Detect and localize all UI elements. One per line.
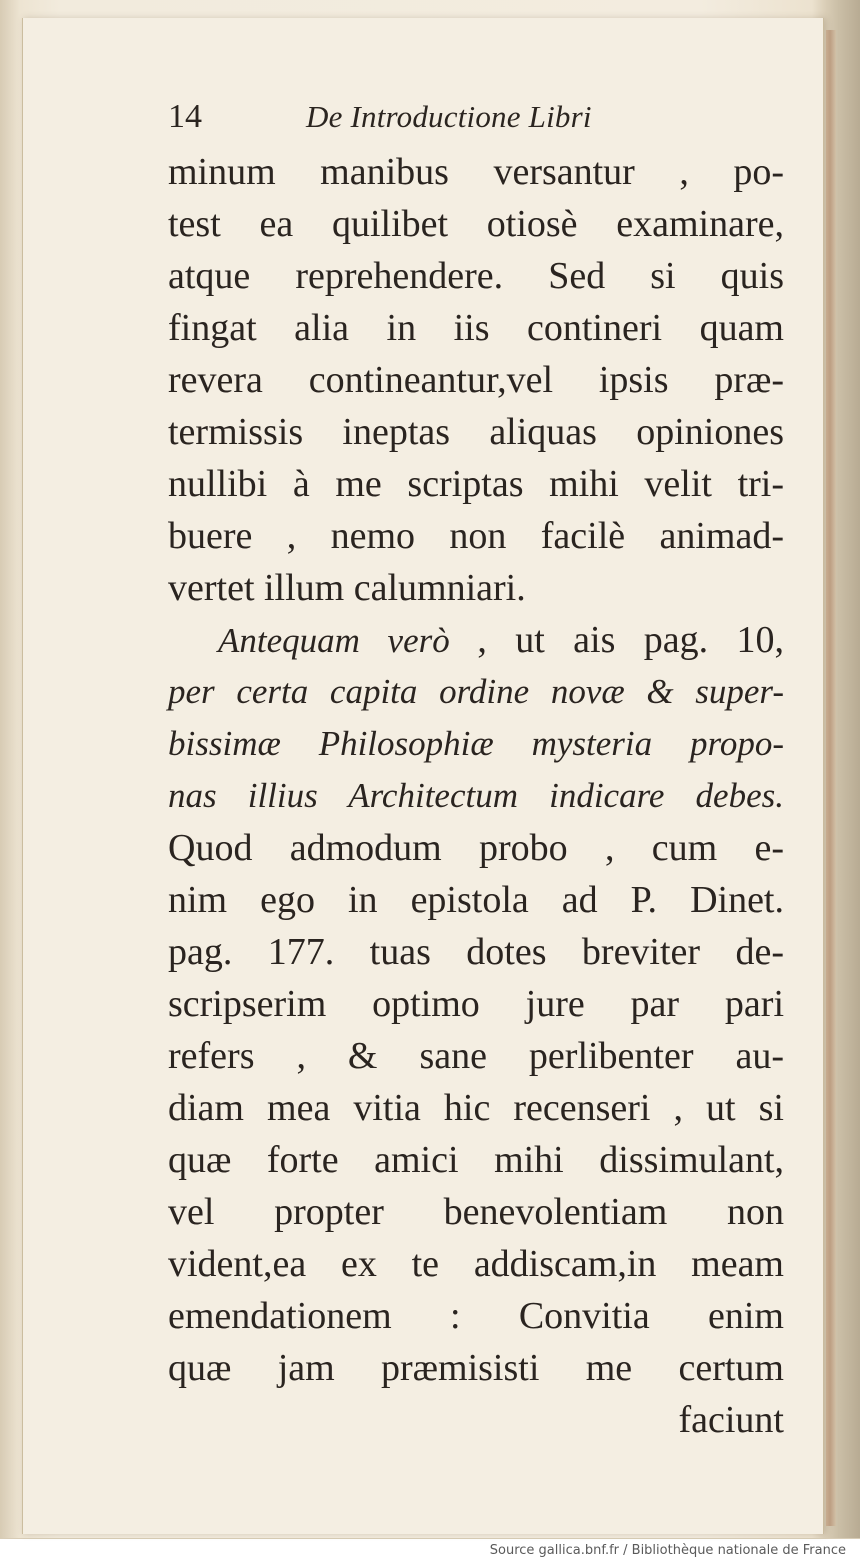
page-header bbox=[168, 94, 768, 140]
text-line: nas illius Architectum indicare debes. bbox=[168, 776, 784, 815]
text-line: bissimæ Philosophiæ mysteria propo- bbox=[168, 724, 784, 763]
text-line: nim ego in epistola ad P. Dinet. bbox=[168, 879, 784, 921]
text-line: refers , & sane perlibenter au- bbox=[168, 1035, 784, 1077]
catchword: faciunt bbox=[678, 1399, 784, 1441]
text-line: minum manibus versantur , po- bbox=[168, 151, 784, 193]
text-line: quæ forte amici mihi dissimulant, bbox=[168, 1139, 784, 1181]
text-line: diam mea vitia hic recenseri , ut si bbox=[168, 1087, 784, 1129]
page-number: 14 bbox=[168, 98, 202, 135]
text-line: emendationem : Convitia enim bbox=[168, 1295, 784, 1337]
text-line: Antequam verò , ut ais pag. 10, bbox=[218, 619, 784, 661]
text-line: fingat alia in iis contineri quam bbox=[168, 307, 784, 349]
text-line: scripserim optimo jure par pari bbox=[168, 983, 784, 1025]
text-line: vertet illum calumniari. bbox=[168, 567, 526, 609]
body-text bbox=[168, 146, 784, 1446]
running-title: De Introductione Libri bbox=[306, 99, 592, 134]
text-line: revera contineantur,vel ipsis præ- bbox=[168, 359, 784, 401]
text-line: nullibi à me scriptas mihi velit tri- bbox=[168, 463, 784, 505]
text-line: buere , nemo non facilè animad- bbox=[168, 515, 784, 557]
text-line: vident,ea ex te addiscam,in meam bbox=[168, 1243, 784, 1285]
text-line: quæ jam præmisisti me certum bbox=[168, 1347, 784, 1389]
text-line: Quod admodum probo , cum e- bbox=[168, 827, 784, 869]
text-line: vel propter benevolentiam non bbox=[168, 1191, 784, 1233]
source-credit: Source gallica.bnf.fr / Bibliothèque nationale de France bbox=[489, 1543, 846, 1558]
page-edge bbox=[826, 30, 836, 1526]
text-line: test ea quilibet otiosè examinare, bbox=[168, 203, 784, 245]
text-line: pag. 177. tuas dotes breviter de- bbox=[168, 931, 784, 973]
text-line: atque reprehendere. Sed si quis bbox=[168, 255, 784, 297]
text-line: termissis ineptas aliquas opiniones bbox=[168, 411, 784, 453]
text-line: per certa capita ordine novæ & super- bbox=[168, 672, 784, 711]
